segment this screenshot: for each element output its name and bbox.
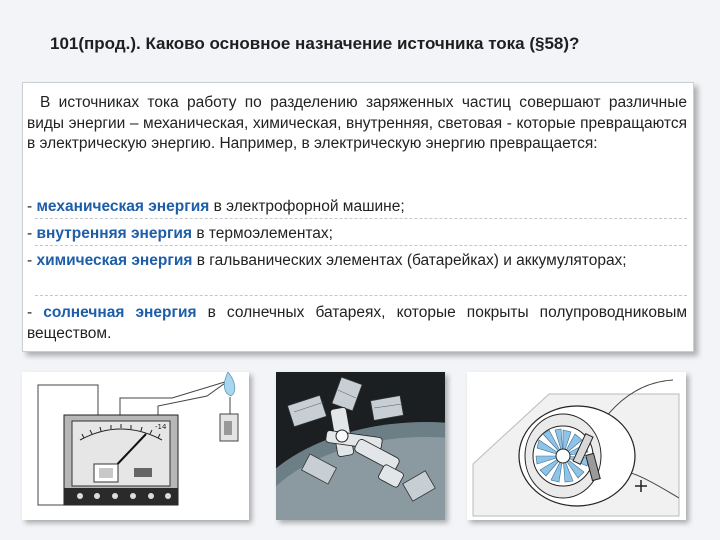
divider: [35, 218, 687, 219]
text-box: [22, 82, 694, 352]
item-dash: -: [27, 225, 37, 242]
item-text: в электрофорной машине;: [209, 198, 405, 215]
list-item: [27, 251, 687, 272]
item-text: в термоэлементах;: [192, 225, 333, 242]
list-item: [27, 197, 687, 218]
space-station-illustration: [276, 372, 445, 520]
list-item: [27, 303, 687, 344]
item-dash: -: [27, 304, 44, 321]
thermocouple-figure: [22, 372, 249, 520]
item-term: внутренняя энергия: [36, 225, 193, 242]
space-station-figure: [276, 372, 445, 520]
thermocouple-illustration: [22, 372, 249, 520]
intro-paragraph: В источниках тока работу по разделению заряженных частиц совершают различные виды энергии – механическая, химическая, внутренняя, световая - которые превращаются в электрическую энергию. Например, в электрическую энергию превращается:: [27, 94, 687, 153]
item-term: химическая энергия: [36, 252, 193, 269]
item-dash: -: [27, 252, 37, 269]
slide-title: 101(прод.). Каково основное назначение источника тока (§58)?: [50, 34, 580, 53]
item-text: в солнечных батареях, которые покрыты полупроводниковым веществом.: [27, 304, 687, 342]
lemon-battery-figure: [467, 372, 686, 520]
divider: [35, 245, 687, 246]
item-text: в гальванических элементах (батарейках) и аккумуляторах;: [192, 252, 627, 269]
item-term: механическая энергия: [36, 198, 210, 215]
list-item: [27, 224, 687, 245]
scale-label: -14: [155, 423, 167, 431]
divider: [35, 295, 687, 296]
item-dash: -: [27, 198, 37, 215]
lemon-battery-illustration: [467, 372, 686, 520]
item-term: солнечная энергия: [43, 304, 197, 321]
